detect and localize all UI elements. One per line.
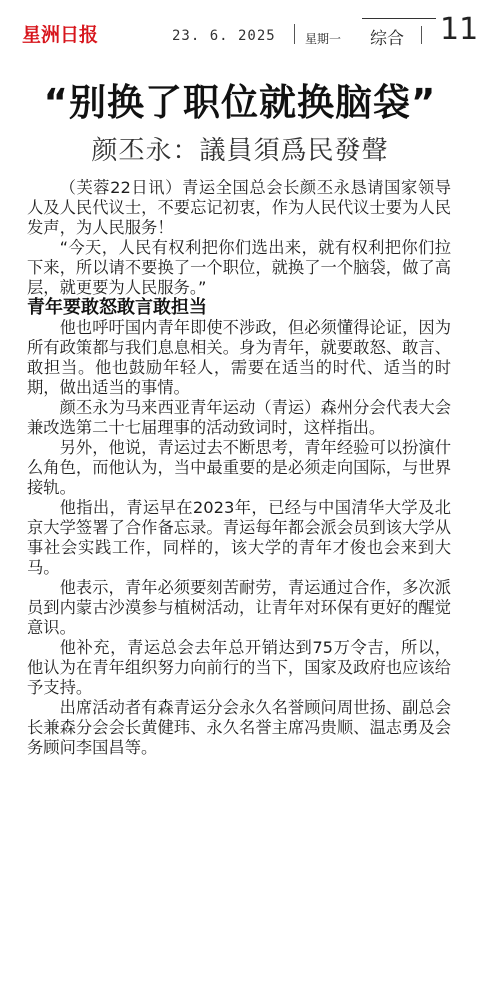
article-body <box>27 178 451 758</box>
body-paragraph: 颜丕永为马来西亚青年运动（青运）森州分会代表大会兼改选第二十七届理事的活动致词时，这样指出。 <box>27 398 451 437</box>
body-paragraph: 他也呼吁国内青年即使不涉政，但必须懂得论证，因为所有政策都与我们息息相关。身为青年，就要敢怒、敢言、敢担当。他也鼓励年轻人，需要在适当的时代、适当的时期，做出适当的事情。 <box>27 318 451 397</box>
newspaper-logo: 星洲日报 <box>22 24 99 46</box>
body-paragraph: 他表示，青年必须要刻苦耐劳，青运通过合作，多次派员到内蒙古沙漠参与植树活动，让青年对环保有更好的醒觉意识。 <box>27 578 451 637</box>
body-paragraph: 他补充，青运总会去年总开销达到75万令吉，所以，他认为在青年组织努力向前行的当下，国家及政府也应该给予支持。 <box>27 638 451 697</box>
article-headline: “别换了职位就换脑袋” <box>43 81 437 124</box>
page-number: 11 <box>440 12 479 47</box>
newspaper-masthead <box>0 0 481 50</box>
issue-weekday: 星期一 <box>305 32 342 46</box>
body-paragraph: 出席活动者有森青运分会永久名誉顾问周世扬、副总会长兼森分会会长黄健玮、永久名誉主席冯贵顺、温志勇及会务顾问李国昌等。 <box>27 698 451 757</box>
section-name: 综合 <box>370 29 404 49</box>
masthead-divider <box>294 24 295 44</box>
article-crosshead: 青年要敢怒敢言敢担当 <box>27 297 207 318</box>
article-subhead: 颜丕永：議員須爲民發聲 <box>91 136 389 166</box>
section-divider <box>421 26 422 44</box>
quote-paragraph: “今天，人民有权利把你们选出来，就有权利把你们拉下来，所以请不要换了一个职位，就换了一个脑袋，做了高层，就更要为人民服务。” <box>27 238 451 297</box>
lead-paragraph: （芙蓉22日讯）青运全国总会长颜丕永恳请国家领导人及人民代议士，不要忘记初衷，作为人民代议士要为人民发声，为人民服务！ <box>27 178 451 237</box>
issue-date: 23. 6. 2025 <box>172 28 276 44</box>
body-paragraph: 他指出，青运早在2023年，已经与中国清华大学及北京大学签署了合作备忘录。青运每年都会派会员到该大学从事社会实践工作，同样的，该大学的青年才俊也会来到大马。 <box>27 498 451 577</box>
section-rule <box>362 18 436 19</box>
body-paragraph: 另外，他说，青运过去不断思考，青年经验可以扮演什么角色，而他认为，当中最重要的是必须走向国际，与世界接轨。 <box>27 438 451 497</box>
